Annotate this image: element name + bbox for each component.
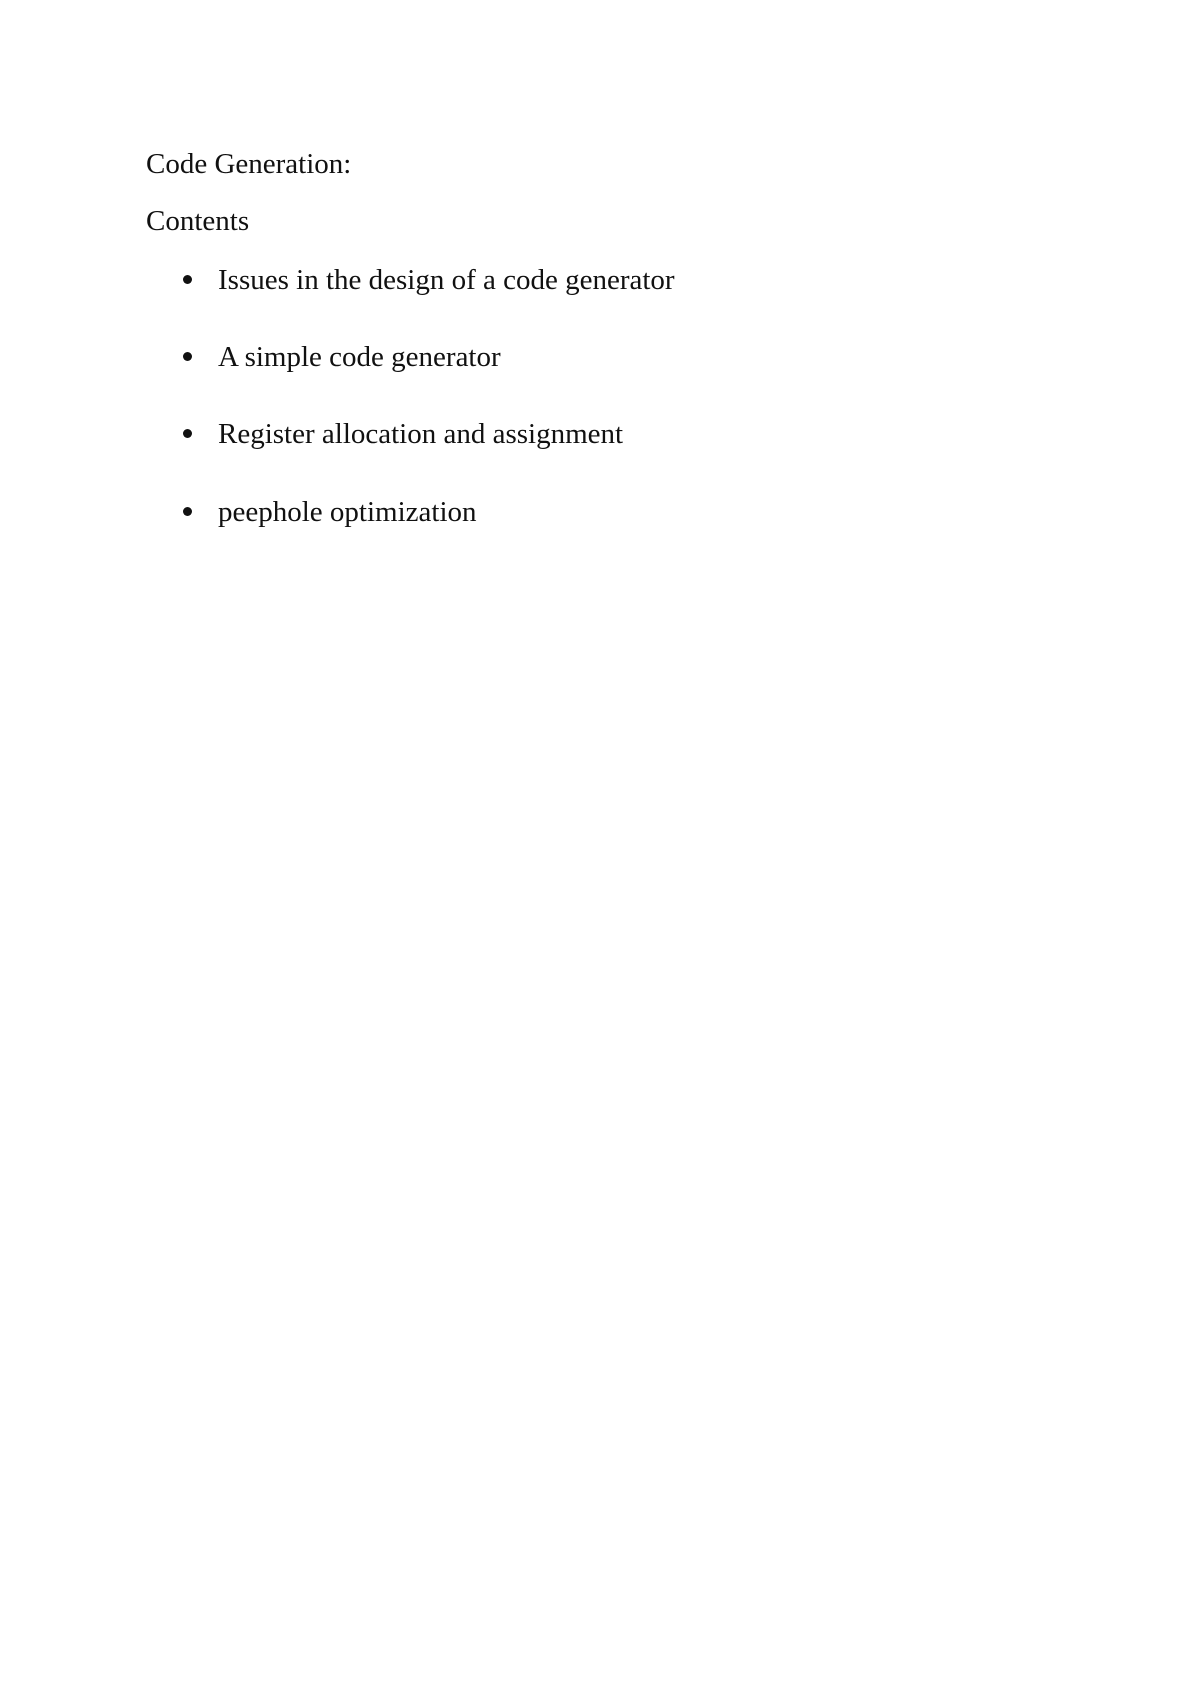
contents-list-item xyxy=(183,494,477,530)
bullet-icon xyxy=(183,507,192,516)
contents-item-label: Register allocation and assignment xyxy=(218,418,624,450)
document-title: Code Generation: xyxy=(146,148,352,180)
contents-item-label: A simple code generator xyxy=(218,341,501,373)
bullet-icon xyxy=(183,275,192,284)
contents-list-item xyxy=(183,262,675,298)
contents-item-label: Issues in the design of a code generator xyxy=(218,264,675,296)
contents-item-label: peephole optimization xyxy=(218,496,477,528)
contents-list-item xyxy=(183,339,501,375)
bullet-icon xyxy=(183,352,192,361)
contents-list-item xyxy=(183,416,623,452)
contents-heading: Contents xyxy=(146,205,250,237)
bullet-icon xyxy=(183,429,192,438)
